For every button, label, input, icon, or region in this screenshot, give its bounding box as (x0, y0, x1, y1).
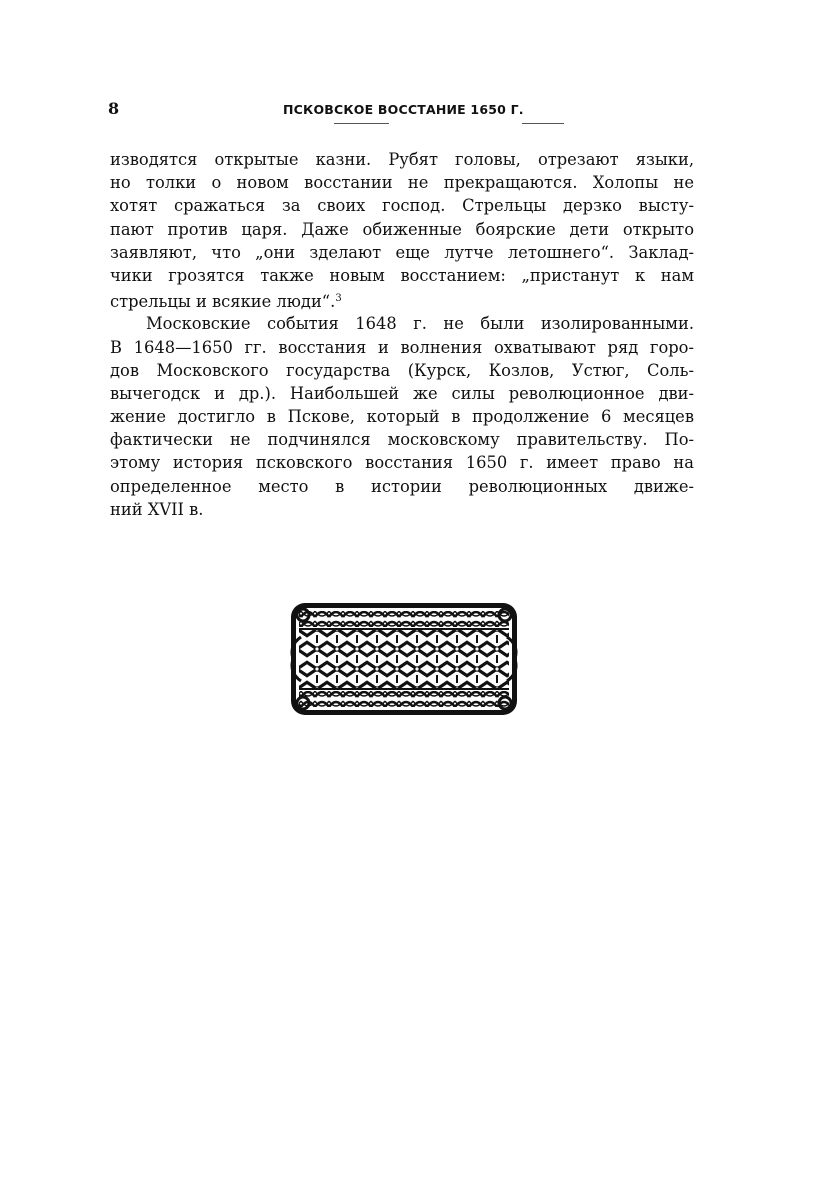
text-line: определенное место в истории революционных движе- (110, 476, 694, 496)
text-line: чики грозятся также новым восстанием: „пристанут к нам (110, 265, 694, 285)
text-line: заявляют, что „они зделают еще лутче летошнего“. Заклад- (110, 242, 694, 262)
text-line: но толки о новом восстании не прекращаются. Холопы не (110, 173, 694, 193)
text-line-content: стрельцы и всякие люди“. (110, 292, 336, 312)
body-text (110, 148, 694, 521)
text-line: В 1648—1650 гг. восстания и волнения охватывают ряд горо- (110, 337, 694, 357)
text-line: жение достигло в Пскове, который в продолжение 6 месяцев (110, 407, 694, 427)
text-line: этому история псковского восстания 1650 г. имеет право на (110, 453, 694, 473)
text-line: фактически не подчинялся московскому правительству. По- (110, 430, 694, 450)
text-line-first: Московские события 1648 г. не были изолированными. (146, 314, 694, 334)
running-title: ПСКОВСКОЕ ВОССТАНИЕ 1650 Г. (283, 102, 524, 117)
text-line: вычегодск и др.). Наибольшей же силы революционное дви- (110, 383, 694, 403)
text-line: хотят сражаться за своих господ. Стрельцы дерзко высту- (110, 196, 694, 216)
text-line: дов Московского государства (Курск, Козлов, Устюг, Соль- (110, 360, 694, 380)
paragraph-2 (110, 312, 694, 521)
text-line: изводятся открытые казни. Рубят головы, отрезают языки, (110, 150, 694, 169)
page-number: 8 (108, 99, 120, 118)
interlace-knot-ornament-icon (287, 599, 521, 719)
text-line: пают против царя. Даже обиженные боярские дети открыто (110, 219, 694, 239)
footnote-marker: 3 (335, 293, 342, 305)
header-rule-right (522, 123, 564, 124)
text-line-last (110, 287, 694, 310)
text-line-last: ний XVII в. (110, 499, 204, 519)
paragraph-1 (110, 148, 694, 310)
header-rule-left (334, 123, 389, 124)
